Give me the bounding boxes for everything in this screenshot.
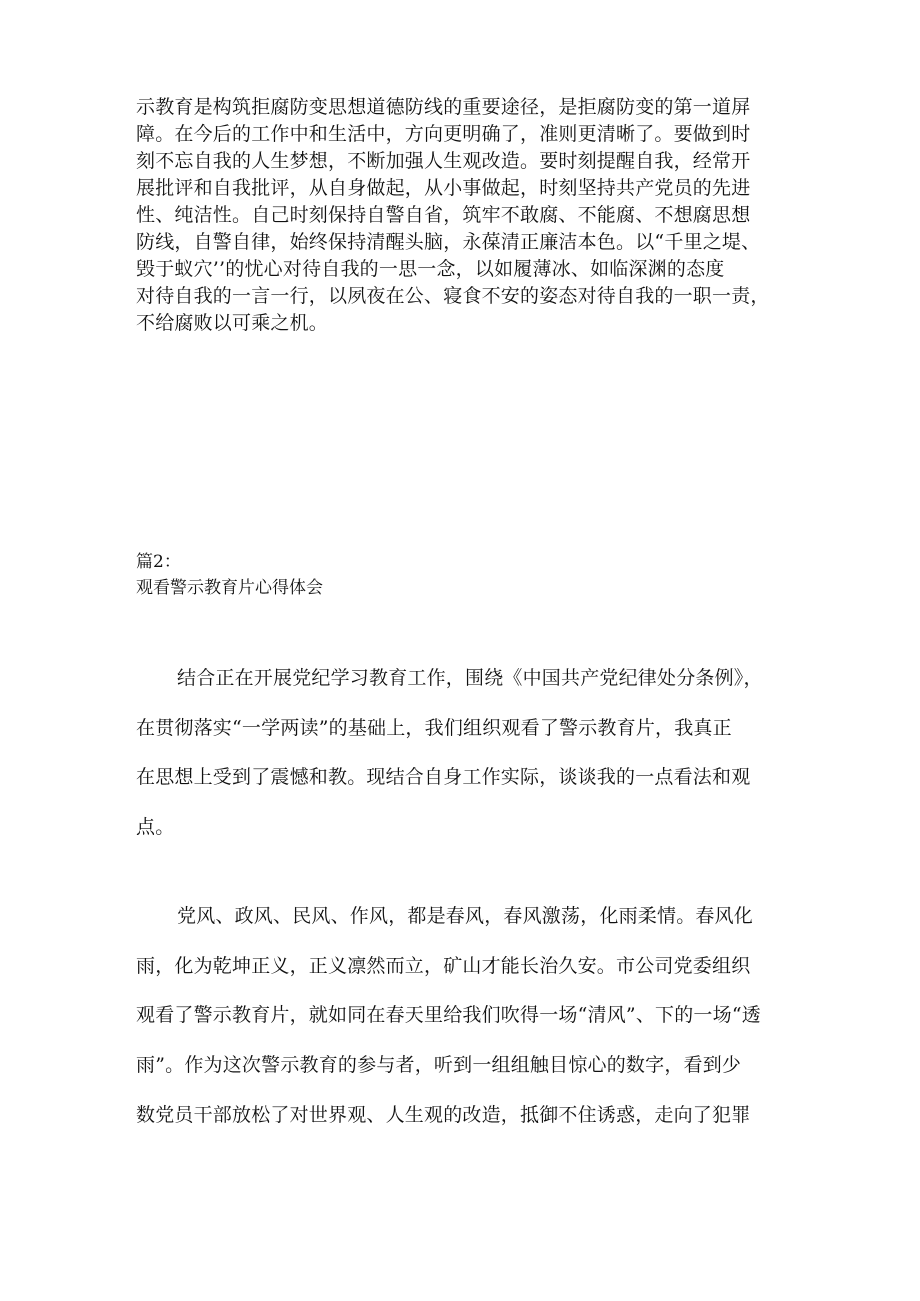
section-title: 观看警示教育片心得体会	[136, 578, 323, 598]
text-line: 在贯彻落实“一学两读”的基础上，我们组织观看了警示教育片，我真正	[136, 717, 732, 739]
text-line: 结合正在开展党纪学习教育工作，围绕《中国共产党纪律处分条例》，	[177, 667, 763, 689]
text-line: 雨”。作为这次警示教育的参与者，听到一组组触目惊心的数字，看到少	[136, 1054, 742, 1076]
text-line: 在思想上受到了震憾和教。现结合自身工作实际，谈谈我的一点看法和观	[136, 766, 751, 788]
text-line: 毁于蚁穴’’的忧心对待自我的一思一念，以如履薄冰、如临深渊的态度	[136, 258, 725, 280]
text-line: 点。	[136, 816, 175, 838]
text-line: 数党员干部放松了对世界观、人生观的改造，抵御不住诱惑，走向了犯罪	[136, 1104, 751, 1126]
text-line: 观看了警示教育片，就如同在春天里给我们吹得一场“清风”、下的一场“透	[136, 1004, 761, 1026]
text-line: 性、纯洁性。自己时刻保持自警自省，筑牢不敢腐、不能腐、不想腐思想	[136, 204, 751, 226]
text-line: 党风、政风、民风、作风，都是春风，春风激荡，化雨柔情。春风化	[177, 905, 754, 927]
text-line: 雨，化为乾坤正义，正义凛然而立，矿山才能长治久安。市公司党委组织	[136, 955, 751, 977]
text-line: 防线，自警自律，始终保持清醒头脑，永葆清正廉洁本色。以“千里之堤、	[136, 231, 761, 253]
text-line: 不给腐败以可乘之机。	[136, 312, 329, 334]
text-line: 对待自我的一言一行，以夙夜在公、寝食不安的姿态对待自我的一职一责，	[136, 285, 770, 307]
text-line: 展批评和自我批评，从自身做起，从小事做起，时刻坚持共产党员的先进	[136, 177, 751, 199]
section-label: 篇2：	[136, 552, 181, 572]
text-line: 示教育是构筑拒腐防变思想道德防线的重要途径，是拒腐防变的第一道屏	[136, 96, 751, 118]
text-line: 障。在今后的工作中和生活中，方向更明确了，准则更清晰了。要做到时	[136, 123, 751, 145]
text-line: 刻不忘自我的人生梦想，不断加强人生观改造。要时刻提醒自我，经常开	[136, 150, 751, 172]
